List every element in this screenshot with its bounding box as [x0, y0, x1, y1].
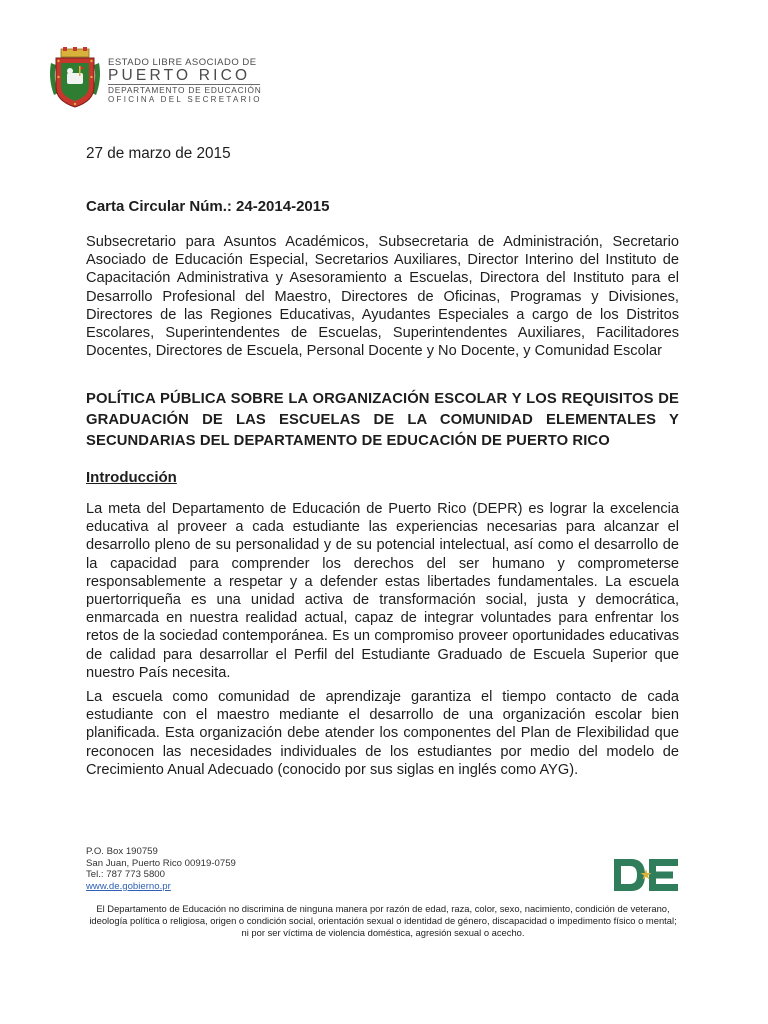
footer-po-box: P.O. Box 190759 — [86, 846, 158, 857]
footer-address — [86, 846, 236, 892]
letterhead-line2: PUERTO RICO — [108, 67, 251, 84]
section-heading: Introducción — [86, 469, 177, 486]
coat-of-arms-icon — [48, 47, 102, 109]
footer-city: San Juan, Puerto Rico 00919-0759 — [86, 857, 236, 869]
de-logo-icon — [611, 855, 681, 895]
letterhead-line3: DEPARTAMENTO DE EDUCACIÓN — [108, 85, 262, 95]
footer-website-link[interactable]: www.de.gobierno.pr — [86, 880, 171, 892]
letter-date: 27 de marzo de 2015 — [86, 145, 231, 162]
footer-phone: Tel.: 787 773 5800 — [86, 869, 165, 881]
non-discrimination-disclaimer: El Departamento de Educación no discrimina de ninguna manera por razón de edad, raza, color, sexo, nacimiento, condición de veterano, ideología política o religiosa, origen o condición social, orientación sexual o identidad de género, discapacidad o impedimento físico o mental; ni por ser víctima de violencia doméstica, agresión sexual o acecho. — [89, 903, 677, 938]
intro-paragraph-2: La escuela como comunidad de aprendizaje garantiza el tiempo contacto de cada estudiante con el maestro mediante el desarrollo de una organización escolar bien planificada. Esta organización debe atender los componentes del Plan de Flexibilidad que reconocen las necesidades individuales de los estudiantes por medio del modelo de Crecimiento Anual Adecuado (conocido por sus siglas en inglés como AYG). — [86, 689, 679, 778]
letterhead-line4: OFICINA DEL SECRETARIO — [108, 95, 262, 104]
agency-letterhead — [108, 57, 262, 104]
recipients-list: Subsecretario para Asuntos Académicos, Subsecretaria de Administración, Secretario Asociado de Educación Especial, Secretarios Auxiliares, Director Interino del Instituto de Capacitación Administrativa y Asesoramiento a Escuelas, Directora del Instituto para el Desarrollo Profesional del Maestro, Directores de Oficinas, Programas y Divisiones, Directores de las Regiones Educativas, Ayudantes Especiales a cargo de los Distritos Escolares, Superintendentes de Escuelas, Superintendentes Auxiliares, Facilitadores Docentes, Directores de Escuela, Personal Docente y No Docente, y Comunidad Escolar — [86, 234, 679, 360]
intro-paragraph-1: La meta del Departamento de Educación de Puerto Rico (DEPR) es lograr la excelencia educativa al proveer a cada estudiante las experiencias necesarias para alcanzar el desarrollo pleno de su personalidad y de su potencial intelectual, así como el desarrollo de la capacidad para comprender los derechos del ser humano y comprometerse responsablemente a respetar y a defender estas libertades fundamentales. La escuela puertorriqueña es una unidad activa de transformación social, justa y democrática, enmarcada en nuestra realidad actual, capaz de integrar voluntades para enfrentar los retos de la sociedad contemporánea. Es un compromiso proveer oportunidades educativas de calidad para desarrollar el Perfil del Estudiante Graduado de Escuela Superior que nuestro País necesita. — [86, 501, 679, 681]
letterhead-line1: ESTADO LIBRE ASOCIADO DE — [108, 57, 257, 68]
circular-number: Carta Circular Núm.: 24-2014-2015 — [86, 198, 330, 215]
policy-title: POLÍTICA PÚBLICA SOBRE LA ORGANIZACIÓN ESCOLAR Y LOS REQUISITOS DE GRADUACIÓN DE LAS ESCUELAS DE LA COMUNIDAD ELEMENTALES Y SECUNDARIAS DEL DEPARTAMENTO DE EDUCACIÓN DE PUERTO RICO — [86, 391, 679, 449]
